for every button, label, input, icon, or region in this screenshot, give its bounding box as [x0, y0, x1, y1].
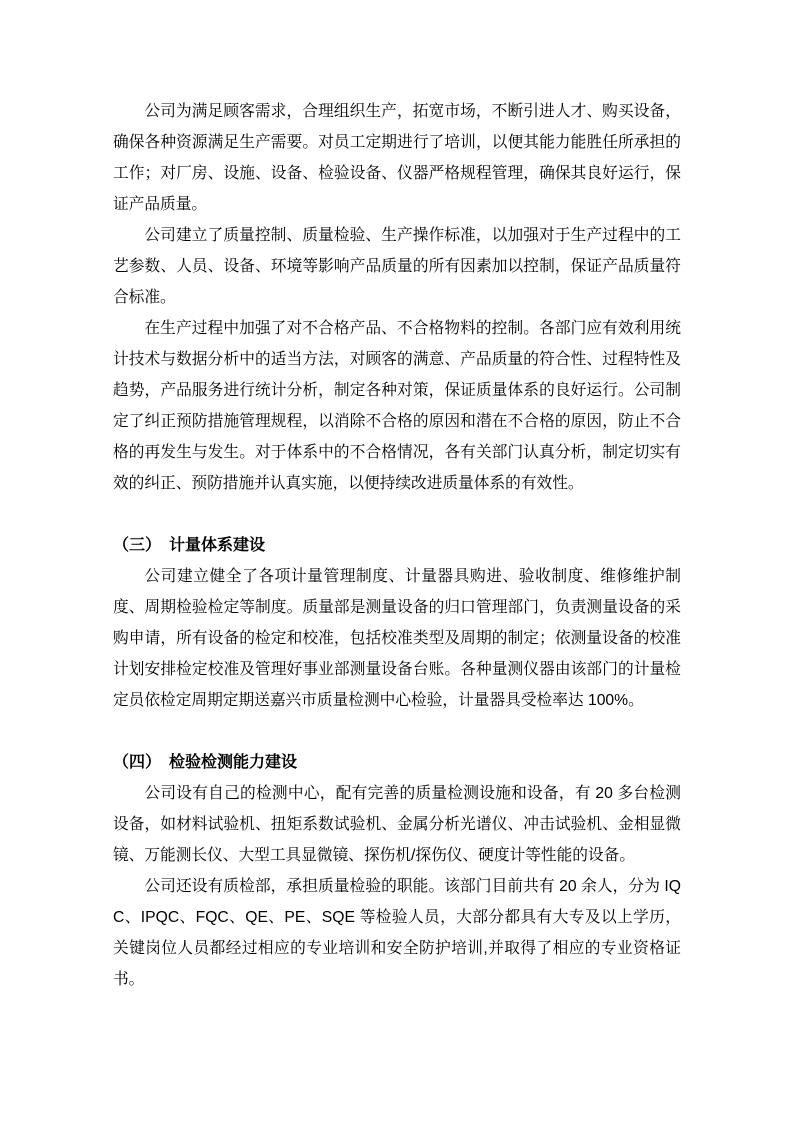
- paragraph-quality-standards: 公司建立了质量控制、质量检验、生产操作标准，以加强对于生产过程中的工艺参数、人员、设备、环境等影响产品质量的所有因素加以控制，保证产品质量符合标准。: [113, 227, 681, 306]
- paragraph-nonconforming-control: 在生产过程中加强了对不合格产品、不合格物料的控制。各部门应有效利用统计技术与数据分析中的适当方法，对顾客的满意、产品质量的符合性、过程特性及趋势，产品服务进行统计分析，制定各种对策，保证质量体系的良好运行。公司制定了纠正预防措施管理规程，以消除不合格的原因和潜在不合格的原因，防止不合格的再发生与发生。对于体系中的不合格情况，各有关部门认真分析，制定切实有效的纠正、预防措施并认真实施，以便持续改进质量体系的有效性。: [113, 320, 681, 492]
- heading-metrology-system: （三） 计量体系建设: [113, 537, 266, 554]
- paragraph-quality-inspection-department: 公司还设有质检部，承担质量检验的职能。该部门目前共有 20 余人，分为 IQC、IPQC、FQC、QE、PE、SQE 等检验人员，大部分都具有大专及以上学历，关键岗位人员都经过相应的专业培训和安全防护培训,并取得了相应的专业资格证书。: [113, 878, 681, 988]
- paragraph-testing-center-equipment: 公司设有自己的检测中心，配有完善的质量检测设施和设备，有 20 多台检测设备，如材料试验机、扭矩系数试验机、金属分析光谱仪、冲击试验机、金相显微镜、万能测长仪、大型工具显微镜、探伤机/探伤仪、硬度计等性能的设备。: [113, 785, 681, 864]
- paragraph-resources-and-training: 公司为满足顾客需求，合理组织生产，拓宽市场，不断引进人才、购买设备，确保各种资源满足生产需要。对员工定期进行了培训，以便其能力能胜任所承担的工作；对厂房、设施、设备、检验设备、仪器严格规程管理，确保其良好运行，保证产品质量。: [113, 103, 681, 213]
- paragraph-metrology-system: 公司建立健全了各项计量管理制度、计量器具购进、验收制度、维修维护制度、周期检验检定等制度。质量部是测量设备的归口管理部门，负责测量设备的采购申请，所有设备的检定和校准，包括校准类型及周期的制定；依测量设备的校准计划安排检定校准及管理好事业部测量设备台账。各种量测仪器由该部门的计量检定员依检定周期定期送嘉兴市质量检测中心检验，计量器具受检率达 100%。: [113, 568, 681, 709]
- heading-inspection-capability: （四） 检验检测能力建设: [113, 754, 298, 771]
